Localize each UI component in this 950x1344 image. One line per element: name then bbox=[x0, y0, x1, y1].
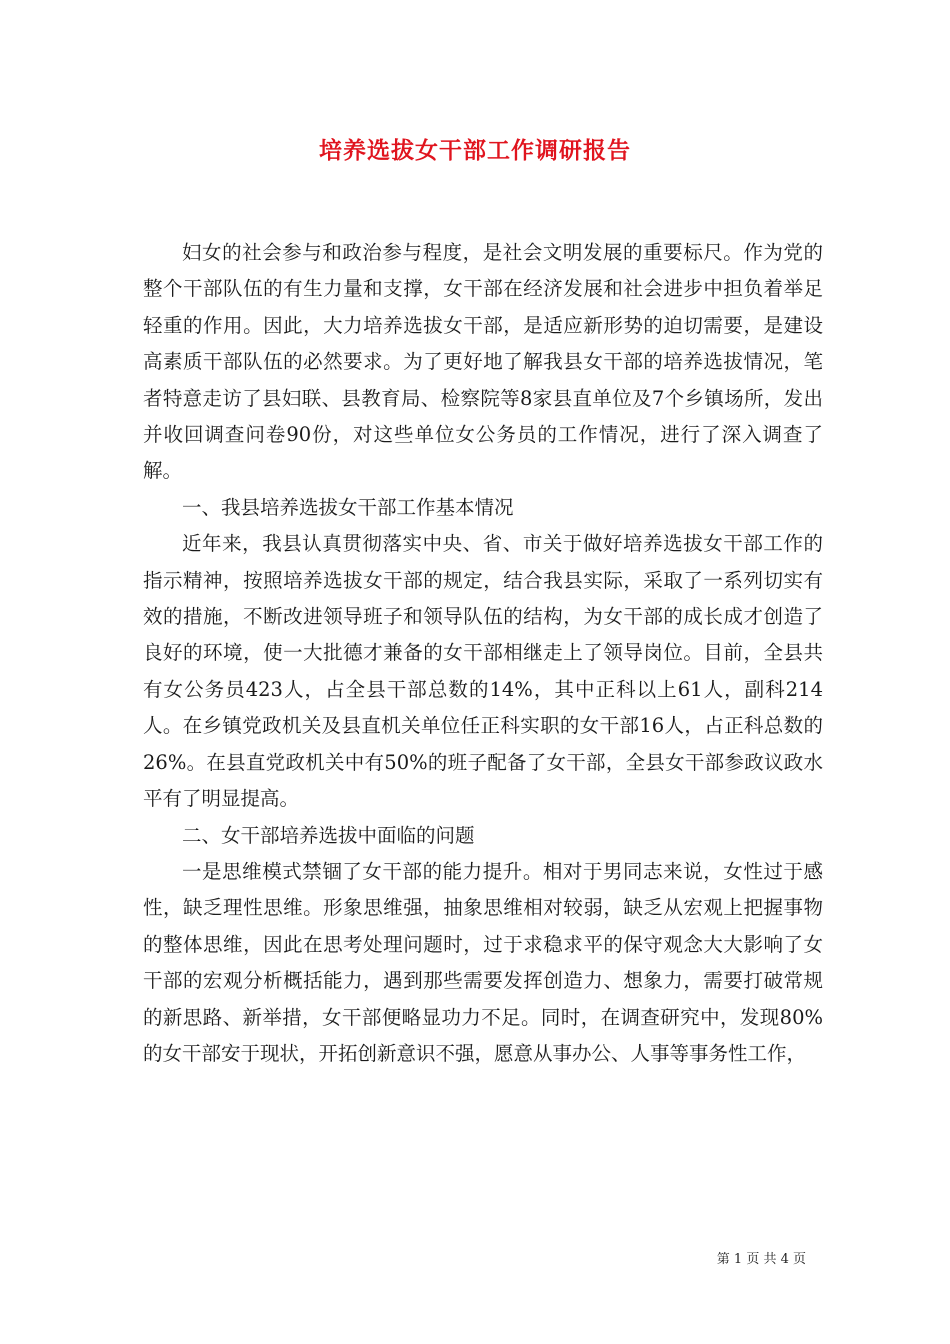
document-title: 培养选拔女干部工作调研报告 bbox=[319, 137, 631, 164]
paragraph-problems: 一是思维模式禁锢了女干部的能力提升。相对于男同志来说，女性过于感性，缺乏理性思维。形象思维强，抽象思维相对较弱，缺乏从宏观上把握事物的整体思维，因此在思考处理问题时，过于求稳求平的保守观念大大影响了女干部的宏观分析概括能力，遇到那些需要发挥创造力、想象力，需要打破常规的新思路、新举措，女干部便略显功力不足。同时，在调查研究中，发现80%的女干部安于现状，开拓创新意识不强，愿意从事办公、人事等事务性工作， bbox=[143, 859, 823, 1065]
section-heading-2: 二、女干部培养选拔中面临的问题 bbox=[182, 823, 475, 847]
section-heading-1: 一、我县培养选拔女干部工作基本情况 bbox=[182, 495, 514, 519]
paragraph-basic-situation: 近年来，我县认真贯彻落实中央、省、市关于做好培养选拔女干部工作的指示精神，按照培养选拔女干部的规定，结合我县实际，采取了一系列切实有效的措施，不断改进领导班子和领导队伍的结构，为女干部的成长成才创造了良好的环境，使一大批德才兼备的女干部相继走上了领导岗位。目前，全县共有女公务员423人，占全县干部总数的14%，其中正科以上61人，副科214人。在乡镇党政机关及县直机关单位任正科实职的女干部16人，占正科总数的26%。在县直党政机关中有50%的班子配备了女干部，全县女干部参政议政水平有了明显提高。 bbox=[143, 532, 823, 811]
paragraph-intro: 妇女的社会参与和政治参与程度，是社会文明发展的重要标尺。作为党的整个干部队伍的有生力量和支撑，女干部在经济发展和社会进步中担负着举足轻重的作用。因此，大力培养选拔女干部，是适应新形势的迫切需要，是建设高素质干部队伍的必然要求。为了更好地了解我县女干部的培养选拔情况，笔者特意走访了县妇联、县教育局、检察院等8家县直单位及7个乡镇场所，发出并收回调查问卷90份，对这些单位女公务员的工作情况，进行了深入调查了解。 bbox=[143, 241, 823, 483]
page-number: 第 1 页 共 4 页 bbox=[716, 1252, 806, 1267]
document-body bbox=[143, 235, 823, 1072]
